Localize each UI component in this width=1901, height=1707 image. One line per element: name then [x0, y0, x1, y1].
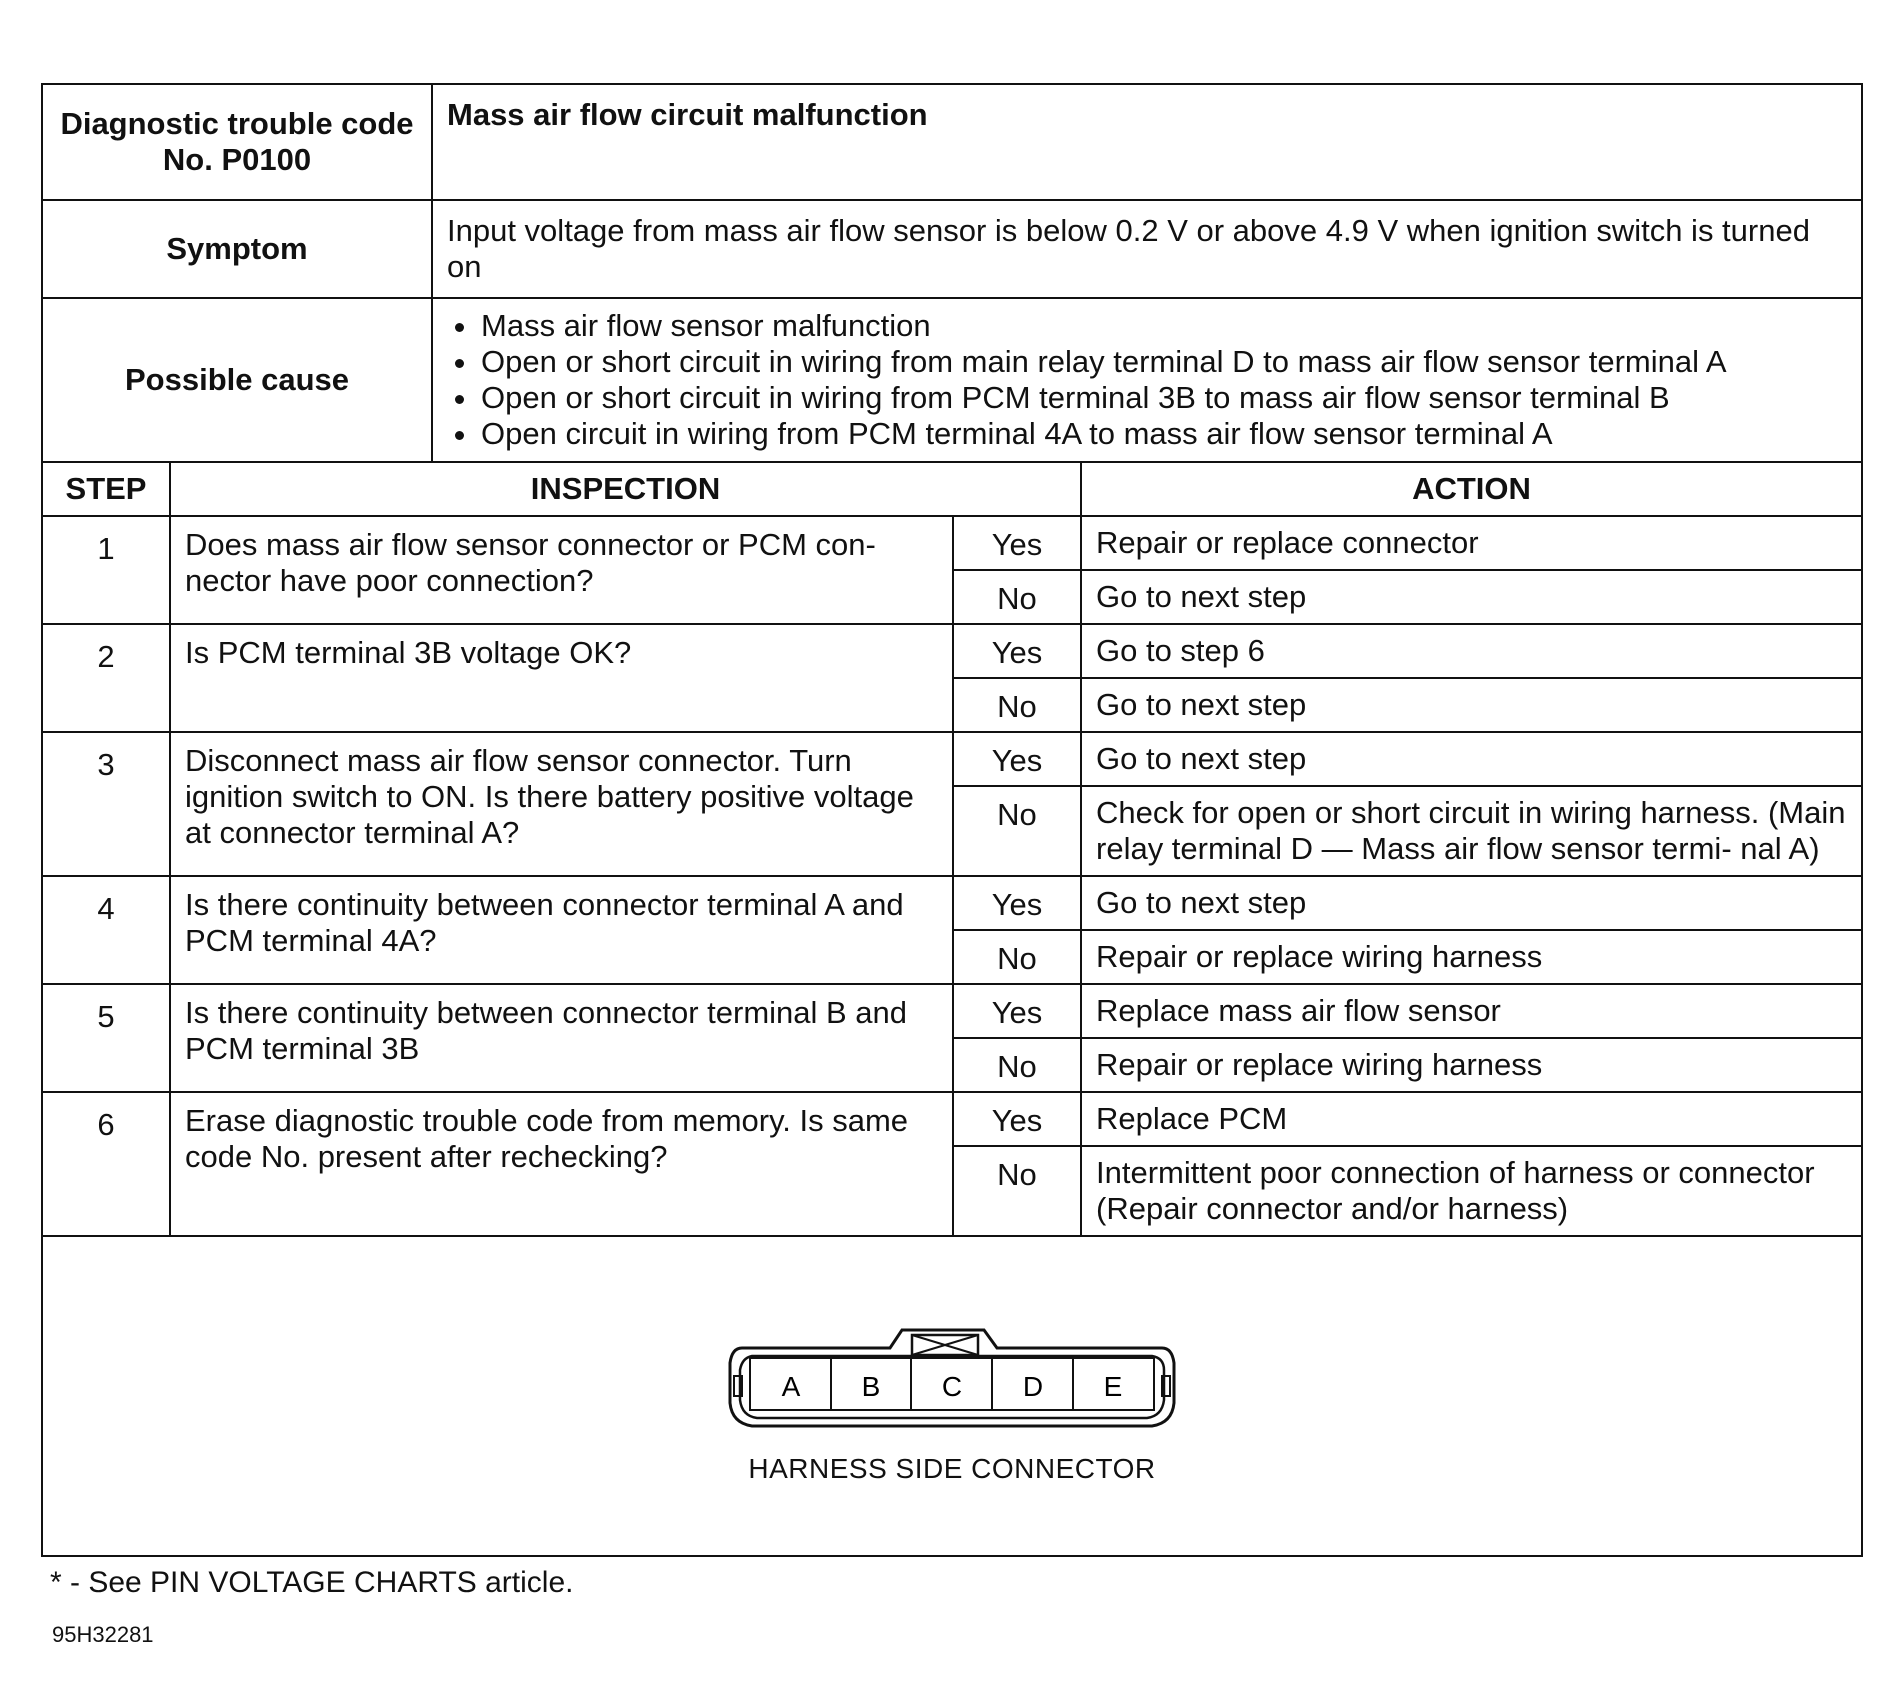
step-inspection: Is there continuity between connector terminal A and PCM terminal 4A?	[170, 876, 953, 984]
dtc-row	[42, 84, 1862, 200]
terminal-label: E	[1103, 1370, 1123, 1402]
no-action: Go to next step	[1081, 678, 1862, 732]
cause-label: Possible cause	[42, 298, 432, 462]
symptom-row	[42, 200, 1862, 298]
cause-item: Open circuit in wiring from PCM terminal 4A to mass air flow sensor terminal A	[481, 416, 1847, 452]
terminal-row	[750, 1358, 1154, 1410]
inspection-column-header: INSPECTION	[170, 462, 1081, 516]
no-label: No	[953, 1146, 1081, 1236]
no-label: No	[953, 930, 1081, 984]
terminal-label: C	[941, 1370, 963, 1402]
no-action: Check for open or short circuit in wiring harness. (Main relay terminal D — Mass air flow sensor termi- nal A)	[1081, 786, 1862, 876]
diagnostic-document	[41, 83, 1861, 1557]
dtc-label: Diagnostic trouble code No. P0100	[42, 84, 432, 200]
figure-row	[42, 1236, 1862, 1556]
column-header-row	[42, 462, 1862, 516]
no-label: No	[953, 1038, 1081, 1092]
cause-item: Open or short circuit in wiring from main relay terminal D to mass air flow sensor terminal A	[481, 344, 1847, 380]
no-label: No	[953, 570, 1081, 624]
step-row	[42, 516, 1862, 570]
step-row	[42, 876, 1862, 930]
cause-item: Open or short circuit in wiring from PCM terminal 3B to mass air flow sensor terminal B	[481, 380, 1847, 416]
dtc-title: Mass air flow circuit malfunction	[432, 84, 1862, 200]
yes-action: Replace mass air flow sensor	[1081, 984, 1862, 1038]
step-row	[42, 984, 1862, 1038]
yes-action: Replace PCM	[1081, 1092, 1862, 1146]
step-row	[42, 1092, 1862, 1146]
step-number: 1	[42, 516, 170, 624]
step-row	[42, 732, 1862, 786]
no-label: No	[953, 786, 1081, 876]
no-action: Repair or replace wiring harness	[1081, 1038, 1862, 1092]
step-inspection: Is PCM terminal 3B voltage OK?	[170, 624, 953, 732]
cause-item: Mass air flow sensor malfunction	[481, 308, 1847, 344]
step-number: 4	[42, 876, 170, 984]
yes-label: Yes	[953, 876, 1081, 930]
symptom-text: Input voltage from mass air flow sensor is below 0.2 V or above 4.9 V when ignition switch is turned on	[432, 200, 1862, 298]
cause-list	[447, 308, 1847, 452]
yes-action: Go to step 6	[1081, 624, 1862, 678]
no-action: Go to next step	[1081, 570, 1862, 624]
footnote: * - See PIN VOLTAGE CHARTS article.	[50, 1566, 574, 1599]
yes-action: Repair or replace connector	[1081, 516, 1862, 570]
step-number: 5	[42, 984, 170, 1092]
terminal-label: B	[861, 1370, 881, 1402]
action-column-header: ACTION	[1081, 462, 1862, 516]
symptom-label: Symptom	[42, 200, 432, 298]
no-action: Intermittent poor connection of harness or connector (Repair connector and/or harness)	[1081, 1146, 1862, 1236]
cause-list-cell	[432, 298, 1862, 462]
terminal-label: A	[781, 1370, 801, 1402]
step-number: 6	[42, 1092, 170, 1236]
yes-label: Yes	[953, 984, 1081, 1038]
no-label: No	[953, 678, 1081, 732]
no-action: Repair or replace wiring harness	[1081, 930, 1862, 984]
step-column-header: STEP	[42, 462, 170, 516]
step-inspection: Does mass air flow sensor connector or PCM con- nector have poor connection?	[170, 516, 953, 624]
yes-action: Go to next step	[1081, 732, 1862, 786]
step-inspection: Disconnect mass air flow sensor connector. Turn ignition switch to ON. Is there battery positive voltage at connector terminal A?	[170, 732, 953, 876]
figure-caption: HARNESS SIDE CONNECTOR	[748, 1452, 1156, 1484]
harness-connector-diagram	[722, 1308, 1182, 1438]
diagnostic-table	[41, 83, 1863, 1557]
step-inspection: Is there continuity between connector terminal B and PCM terminal 3B	[170, 984, 953, 1092]
step-number: 3	[42, 732, 170, 876]
yes-label: Yes	[953, 516, 1081, 570]
connector-figure-cell	[42, 1236, 1862, 1556]
step-inspection: Erase diagnostic trouble code from memory. Is same code No. present after rechecking?	[170, 1092, 953, 1236]
yes-label: Yes	[953, 1092, 1081, 1146]
figure-code: 95H32281	[52, 1622, 154, 1647]
step-number: 2	[42, 624, 170, 732]
yes-action: Go to next step	[1081, 876, 1862, 930]
step-row	[42, 624, 1862, 678]
cause-row	[42, 298, 1862, 462]
yes-label: Yes	[953, 732, 1081, 786]
yes-label: Yes	[953, 624, 1081, 678]
terminal-label: D	[1022, 1370, 1044, 1402]
